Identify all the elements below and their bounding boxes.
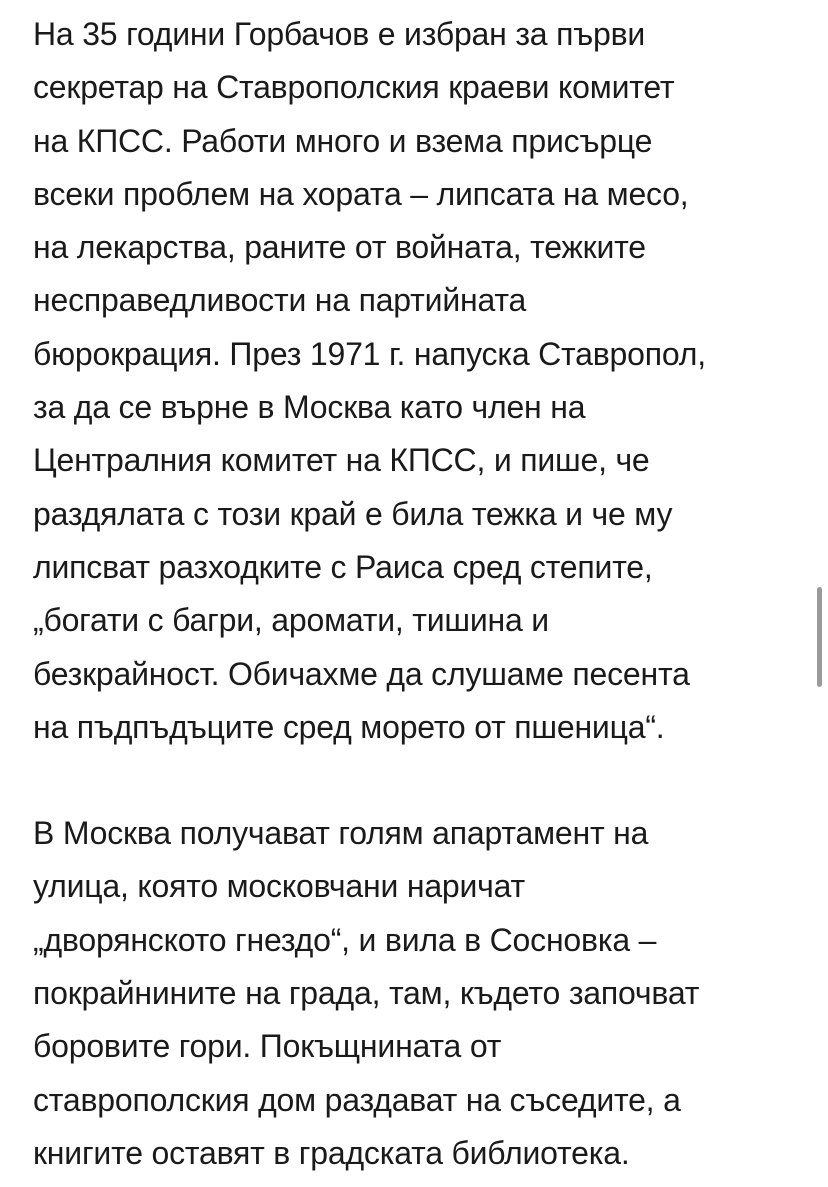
text-line: на лекарства, раните от войната, тежките <box>33 229 646 266</box>
text-line: покрайнините на града, там, където започват <box>33 975 700 1012</box>
text-line: секретар на Ставрополския краеви комитет <box>33 69 675 106</box>
text-line: несправедливости на партийната <box>33 282 527 319</box>
text-line: боровите гори. Покъщнината от <box>33 1028 502 1065</box>
text-line: В Москва получават голям апартамент на <box>33 815 649 852</box>
text-line: „богати с багри, аромати, тишина и <box>33 602 549 639</box>
text-line: „дворянското гнездо“, и вила в Сосновка – <box>33 921 657 958</box>
text-line: всеки проблем на хората – липсата на месо, <box>33 175 689 212</box>
text-line: безкрайност. Обичахме да слушаме песента <box>33 655 690 692</box>
paragraph-1 <box>33 8 803 754</box>
text-line: за да се върне в Москва като член на <box>33 389 586 426</box>
text-line: Централния комитет на КПСС, и пише, че <box>33 442 650 479</box>
paragraph-2 <box>33 807 803 1180</box>
text-line: на пъдпъдъците сред морето от пшеница“. <box>33 708 665 745</box>
text-line: На 35 години Горбачов е избран за първи <box>33 16 646 52</box>
text-line: на КПСС. Работи много и взема присърце <box>33 122 653 159</box>
text-line: бюрокрация. През 1971 г. напуска Ставропол, <box>33 335 706 372</box>
text-line: ставрополския дом раздават на съседите, а <box>33 1081 681 1118</box>
article-body <box>33 8 803 1180</box>
text-line: липсват разходките с Раиса сред степите, <box>33 548 653 585</box>
scrollbar-thumb[interactable] <box>817 587 822 687</box>
text-line: раздялата с този край е била тежка и че му <box>33 495 673 532</box>
text-line: улица, която московчани наричат <box>33 868 526 905</box>
text-line: книгите оставят в градската библиотека. <box>33 1134 630 1171</box>
